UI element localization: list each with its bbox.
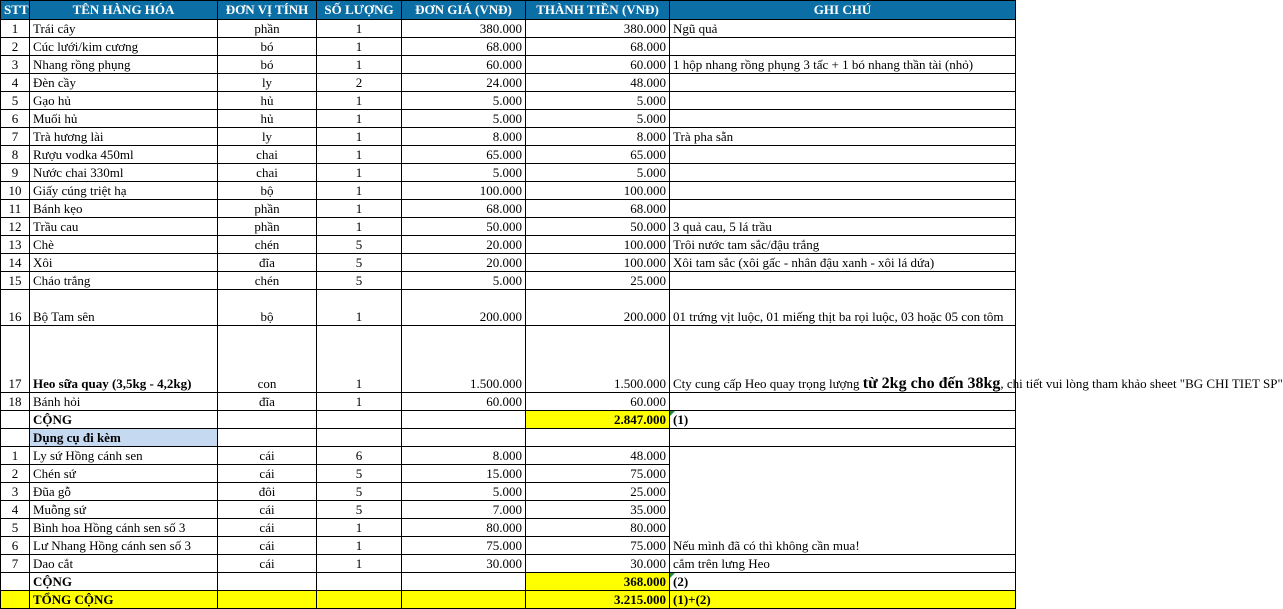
cell-stt[interactable]: 3: [1, 483, 30, 501]
cell-stt[interactable]: 11: [1, 200, 30, 218]
cell-stt[interactable]: 13: [1, 236, 30, 254]
subtotal-amount[interactable]: 2.847.000: [526, 411, 670, 429]
cell-amount[interactable]: 75.000: [526, 465, 670, 483]
cell-name[interactable]: Trầu cau: [30, 218, 218, 236]
cell-unit[interactable]: cái: [218, 465, 317, 483]
cell-name[interactable]: Trà hương lài: [30, 128, 218, 146]
table-row: [1, 92, 1016, 110]
cell-stt[interactable]: 2: [1, 465, 30, 483]
table-row: [1, 38, 1016, 56]
table-row: [1, 555, 1016, 573]
cell-note[interactable]: 01 trứng vịt luộc, 01 miếng thịt ba rọi luộc, 03 hoặc 05 con tôm: [670, 290, 1016, 326]
table-row: [1, 393, 1016, 411]
cell-name[interactable]: Heo sữa quay (3,5kg - 4,2kg): [30, 326, 218, 393]
cell-qty[interactable]: 1: [317, 393, 402, 411]
note-text: , chi tiết vui lòng tham khảo sheet "BG CHI TIET SP": [1000, 376, 1283, 391]
cell-price[interactable]: 5.000: [402, 272, 526, 290]
cell-stt[interactable]: 2: [1, 38, 30, 56]
cell-price[interactable]: 20.000: [402, 236, 526, 254]
cell-stt[interactable]: 15: [1, 272, 30, 290]
table-row: [1, 447, 1016, 465]
cell-price[interactable]: 68.000: [402, 38, 526, 56]
cell-qty[interactable]: 1: [317, 200, 402, 218]
cell-price[interactable]: 5.000: [402, 110, 526, 128]
cell-note[interactable]: [670, 110, 1016, 128]
cell-stt[interactable]: 1: [1, 447, 30, 465]
subtotal-amount[interactable]: 368.000: [526, 573, 670, 591]
cell-amount[interactable]: 35.000: [526, 501, 670, 519]
subtotal-note[interactable]: (1): [670, 411, 1016, 429]
cell-empty[interactable]: [670, 429, 1016, 447]
cell-price[interactable]: 1.500.000: [402, 326, 526, 393]
cell-amount[interactable]: 5.000: [526, 164, 670, 182]
table-row: [1, 200, 1016, 218]
cell-stt[interactable]: 10: [1, 182, 30, 200]
cell-empty[interactable]: [402, 573, 526, 591]
cell-unit[interactable]: ly: [218, 74, 317, 92]
cell-price[interactable]: 5.000: [402, 164, 526, 182]
cell-price[interactable]: 68.000: [402, 200, 526, 218]
cell-stt[interactable]: 18: [1, 393, 30, 411]
cell-unit[interactable]: đôi: [218, 483, 317, 501]
cell-stt[interactable]: 1: [1, 20, 30, 38]
cell-price[interactable]: 60.000: [402, 56, 526, 74]
subtotal-note[interactable]: (2): [670, 573, 1016, 591]
cell-qty[interactable]: 1: [317, 146, 402, 164]
cell-note[interactable]: [670, 393, 1016, 411]
cell-name[interactable]: Bình hoa Hồng cánh sen số 3: [30, 519, 218, 537]
cell-name[interactable]: Gạo hủ: [30, 92, 218, 110]
cell-price[interactable]: 380.000: [402, 20, 526, 38]
cell-unit[interactable]: cái: [218, 447, 317, 465]
cell-price[interactable]: 5.000: [402, 483, 526, 501]
cell-qty[interactable]: 1: [317, 110, 402, 128]
cell-empty[interactable]: [317, 429, 402, 447]
cell-unit[interactable]: cái: [218, 501, 317, 519]
cell-price[interactable]: 24.000: [402, 74, 526, 92]
cell-unit[interactable]: đĩa: [218, 254, 317, 272]
cell-qty[interactable]: 1: [317, 38, 402, 56]
cell-price[interactable]: 100.000: [402, 182, 526, 200]
cell-qty[interactable]: 1: [317, 182, 402, 200]
cell-unit[interactable]: bó: [218, 38, 317, 56]
subtotal-label[interactable]: CỘNG: [30, 411, 218, 429]
cell-amount[interactable]: 48.000: [526, 74, 670, 92]
cell-qty[interactable]: 2: [317, 74, 402, 92]
cell-empty[interactable]: [1, 411, 30, 429]
cell-qty[interactable]: 5: [317, 483, 402, 501]
cell-price[interactable]: 8.000: [402, 447, 526, 465]
cell-price[interactable]: 60.000: [402, 393, 526, 411]
cell-name[interactable]: Xôi: [30, 254, 218, 272]
table-row: [1, 110, 1016, 128]
cell-amount[interactable]: 25.000: [526, 272, 670, 290]
cell-empty[interactable]: [317, 591, 402, 609]
cell-name[interactable]: Dao cắt: [30, 555, 218, 573]
cell-price[interactable]: 80.000: [402, 519, 526, 537]
cell-price[interactable]: 8.000: [402, 128, 526, 146]
cell-stt[interactable]: 4: [1, 501, 30, 519]
cell-stt[interactable]: 7: [1, 555, 30, 573]
cell-unit[interactable]: cái: [218, 519, 317, 537]
cell-unit[interactable]: phần: [218, 218, 317, 236]
note-emphasis: từ 2kg cho đến 38kg: [862, 375, 1001, 392]
cell-qty[interactable]: 1: [317, 537, 402, 555]
cell-unit[interactable]: chén: [218, 236, 317, 254]
grand-total-row: [1, 591, 1016, 609]
cell-unit[interactable]: ly: [218, 128, 317, 146]
cell-note[interactable]: [670, 200, 1016, 218]
cell-price[interactable]: 20.000: [402, 254, 526, 272]
cell-stt[interactable]: 17: [1, 326, 30, 393]
table-row: [1, 218, 1016, 236]
cell-qty[interactable]: 1: [317, 20, 402, 38]
cell-name[interactable]: Cúc lưới/kim cương: [30, 38, 218, 56]
cell-unit[interactable]: đĩa: [218, 393, 317, 411]
cell-stt[interactable]: 5: [1, 92, 30, 110]
header-qty[interactable]: SỐ LƯỢNG: [317, 1, 402, 20]
cell-amount[interactable]: 100.000: [526, 236, 670, 254]
cell-name[interactable]: Chè: [30, 236, 218, 254]
cell-amount[interactable]: 380.000: [526, 20, 670, 38]
cell-qty[interactable]: 6: [317, 447, 402, 465]
header-price[interactable]: ĐƠN GIÁ (VNĐ): [402, 1, 526, 20]
cell-note[interactable]: [670, 146, 1016, 164]
cell-stt[interactable]: 12: [1, 218, 30, 236]
cell-amount[interactable]: 75.000: [526, 537, 670, 555]
cell-empty[interactable]: [218, 411, 317, 429]
cell-qty[interactable]: 1: [317, 56, 402, 74]
cell-amount[interactable]: 68.000: [526, 200, 670, 218]
table-row: [1, 236, 1016, 254]
cell-empty[interactable]: [402, 429, 526, 447]
cell-note[interactable]: [670, 74, 1016, 92]
cell-note[interactable]: 3 quả cau, 5 lá trầu: [670, 218, 1016, 236]
cell-unit[interactable]: hủ: [218, 92, 317, 110]
cell-note[interactable]: [670, 326, 1283, 393]
header-name[interactable]: TÊN HÀNG HÓA: [30, 1, 218, 20]
cell-qty[interactable]: 1: [317, 164, 402, 182]
header-note[interactable]: GHI CHÚ: [670, 1, 1016, 20]
cell-name[interactable]: Muỗng sứ: [30, 501, 218, 519]
table-row: [1, 74, 1016, 92]
cell-amount[interactable]: 30.000: [526, 555, 670, 573]
cell-unit[interactable]: bộ: [218, 290, 317, 326]
cell-unit[interactable]: chai: [218, 146, 317, 164]
cell-unit[interactable]: bó: [218, 56, 317, 74]
grand-total-note[interactable]: (1)+(2): [670, 591, 1016, 609]
cell-empty[interactable]: [218, 591, 317, 609]
table-row: [1, 164, 1016, 182]
cell-unit[interactable]: con: [218, 326, 317, 393]
cell-note[interactable]: [670, 92, 1016, 110]
cell-name[interactable]: Nước chai 330ml: [30, 164, 218, 182]
cell-unit[interactable]: cái: [218, 555, 317, 573]
cell-name[interactable]: Bộ Tam sên: [30, 290, 218, 326]
cell-note[interactable]: [670, 38, 1016, 56]
cell-empty[interactable]: [218, 573, 317, 591]
cell-price[interactable]: 50.000: [402, 218, 526, 236]
cell-name[interactable]: Đèn cầy: [30, 74, 218, 92]
cell-name[interactable]: Muối hủ: [30, 110, 218, 128]
cell-empty[interactable]: [317, 573, 402, 591]
cell-amount[interactable]: 68.000: [526, 38, 670, 56]
cell-stt[interactable]: 16: [1, 290, 30, 326]
cell-qty[interactable]: 5: [317, 254, 402, 272]
cell-qty[interactable]: 5: [317, 465, 402, 483]
table-row: [1, 182, 1016, 200]
cell-amount[interactable]: 65.000: [526, 146, 670, 164]
cell-unit[interactable]: chén: [218, 272, 317, 290]
cell-name[interactable]: Chén sứ: [30, 465, 218, 483]
cell-qty[interactable]: 5: [317, 236, 402, 254]
subtotal-row: [1, 411, 1016, 429]
cell-price[interactable]: 7.000: [402, 501, 526, 519]
table-row: [1, 20, 1016, 38]
subtotal-row: [1, 573, 1016, 591]
cell-amount[interactable]: 60.000: [526, 393, 670, 411]
cell-stt[interactable]: 6: [1, 537, 30, 555]
cell-empty[interactable]: [1, 573, 30, 591]
cell-amount[interactable]: 80.000: [526, 519, 670, 537]
cell-name[interactable]: Trái cây: [30, 20, 218, 38]
cell-empty[interactable]: [1, 591, 30, 609]
table-row: [1, 146, 1016, 164]
cell-note[interactable]: Xôi tam sắc (xôi gấc - nhân đậu xanh - xôi lá dứa): [670, 254, 1016, 272]
cell-empty[interactable]: [526, 429, 670, 447]
cell-qty[interactable]: 1: [317, 290, 402, 326]
cell-qty[interactable]: 1: [317, 218, 402, 236]
cell-stt[interactable]: 3: [1, 56, 30, 74]
cell-name[interactable]: Cháo trắng: [30, 272, 218, 290]
cell-qty[interactable]: 1: [317, 555, 402, 573]
table-row: [1, 254, 1016, 272]
cell-qty[interactable]: 1: [317, 128, 402, 146]
cell-qty[interactable]: 5: [317, 272, 402, 290]
cell-name[interactable]: Bánh hỏi: [30, 393, 218, 411]
cell-price[interactable]: 65.000: [402, 146, 526, 164]
table-row: [1, 56, 1016, 74]
cell-name[interactable]: Lư Nhang Hồng cánh sen số 3: [30, 537, 218, 555]
cell-note[interactable]: Trà pha sẵn: [670, 128, 1016, 146]
cell-name[interactable]: Bánh kẹo: [30, 200, 218, 218]
section-title[interactable]: Dụng cụ đi kèm: [30, 429, 218, 447]
tools-note[interactable]: Nếu mình đã có thì không cần mua!: [670, 447, 1016, 555]
cell-note[interactable]: 1 hộp nhang rồng phụng 3 tấc + 1 bó nhang thần tài (nhỏ): [670, 56, 1016, 74]
cell-empty[interactable]: [402, 411, 526, 429]
cell-unit[interactable]: phần: [218, 20, 317, 38]
header-stt[interactable]: STT: [1, 1, 30, 20]
cell-empty[interactable]: [402, 591, 526, 609]
table-row: [1, 290, 1016, 326]
grand-total-amount[interactable]: 3.215.000: [526, 591, 670, 609]
cell-unit[interactable]: phần: [218, 200, 317, 218]
cell-empty[interactable]: [317, 411, 402, 429]
note-text: Cty cung cấp Heo quay trọng lượng: [673, 376, 863, 391]
cell-unit[interactable]: cái: [218, 537, 317, 555]
cell-unit[interactable]: hủ: [218, 110, 317, 128]
header-amount[interactable]: THÀNH TIỀN (VNĐ): [526, 1, 670, 20]
table-row: [1, 326, 1016, 393]
cell-note[interactable]: cắm trên lưng Heo: [670, 555, 1016, 573]
subtotal-label[interactable]: CỘNG: [30, 573, 218, 591]
cell-qty[interactable]: 1: [317, 519, 402, 537]
cell-qty[interactable]: 5: [317, 501, 402, 519]
cell-price[interactable]: 75.000: [402, 537, 526, 555]
cell-unit[interactable]: bộ: [218, 182, 317, 200]
cell-amount[interactable]: 48.000: [526, 447, 670, 465]
cell-stt[interactable]: 8: [1, 146, 30, 164]
cell-amount[interactable]: 100.000: [526, 182, 670, 200]
cell-price[interactable]: 15.000: [402, 465, 526, 483]
section-row: [1, 429, 1016, 447]
cell-amount[interactable]: 8.000: [526, 128, 670, 146]
cell-note[interactable]: [670, 164, 1016, 182]
cell-amount[interactable]: 200.000: [526, 290, 670, 326]
cell-empty[interactable]: [218, 429, 317, 447]
cell-stt[interactable]: 14: [1, 254, 30, 272]
cell-empty[interactable]: [1, 429, 30, 447]
cell-stt[interactable]: 9: [1, 164, 30, 182]
cell-note[interactable]: Trôi nước tam sắc/đậu trắng: [670, 236, 1016, 254]
cell-name[interactable]: Đũa gỗ: [30, 483, 218, 501]
cell-amount[interactable]: 25.000: [526, 483, 670, 501]
cell-price[interactable]: 5.000: [402, 92, 526, 110]
cell-note[interactable]: [670, 182, 1016, 200]
cell-name[interactable]: Rượu vodka 450ml: [30, 146, 218, 164]
cell-note[interactable]: [670, 272, 1016, 290]
table-row: [1, 272, 1016, 290]
cell-amount[interactable]: 50.000: [526, 218, 670, 236]
cell-note[interactable]: Ngũ quả: [670, 20, 1016, 38]
cell-amount[interactable]: 60.000: [526, 56, 670, 74]
grand-total-label[interactable]: TỔNG CỘNG: [30, 591, 218, 609]
cell-price[interactable]: 30.000: [402, 555, 526, 573]
cell-amount[interactable]: 5.000: [526, 110, 670, 128]
cell-qty[interactable]: 1: [317, 326, 402, 393]
cell-name[interactable]: Nhang rồng phụng: [30, 56, 218, 74]
cell-amount[interactable]: 100.000: [526, 254, 670, 272]
cell-unit[interactable]: chai: [218, 164, 317, 182]
cell-stt[interactable]: 6: [1, 110, 30, 128]
cell-name[interactable]: Giấy cúng triệt hạ: [30, 182, 218, 200]
header-unit[interactable]: ĐƠN VỊ TÍNH: [218, 1, 317, 20]
table-row: [1, 128, 1016, 146]
cell-stt[interactable]: 7: [1, 128, 30, 146]
cell-qty[interactable]: 1: [317, 92, 402, 110]
cell-amount[interactable]: 5.000: [526, 92, 670, 110]
cell-name[interactable]: Ly sứ Hồng cánh sen: [30, 447, 218, 465]
cell-stt[interactable]: 4: [1, 74, 30, 92]
header-row: [1, 1, 1016, 20]
cell-price[interactable]: 200.000: [402, 290, 526, 326]
cell-stt[interactable]: 5: [1, 519, 30, 537]
cell-amount[interactable]: 1.500.000: [526, 326, 670, 393]
